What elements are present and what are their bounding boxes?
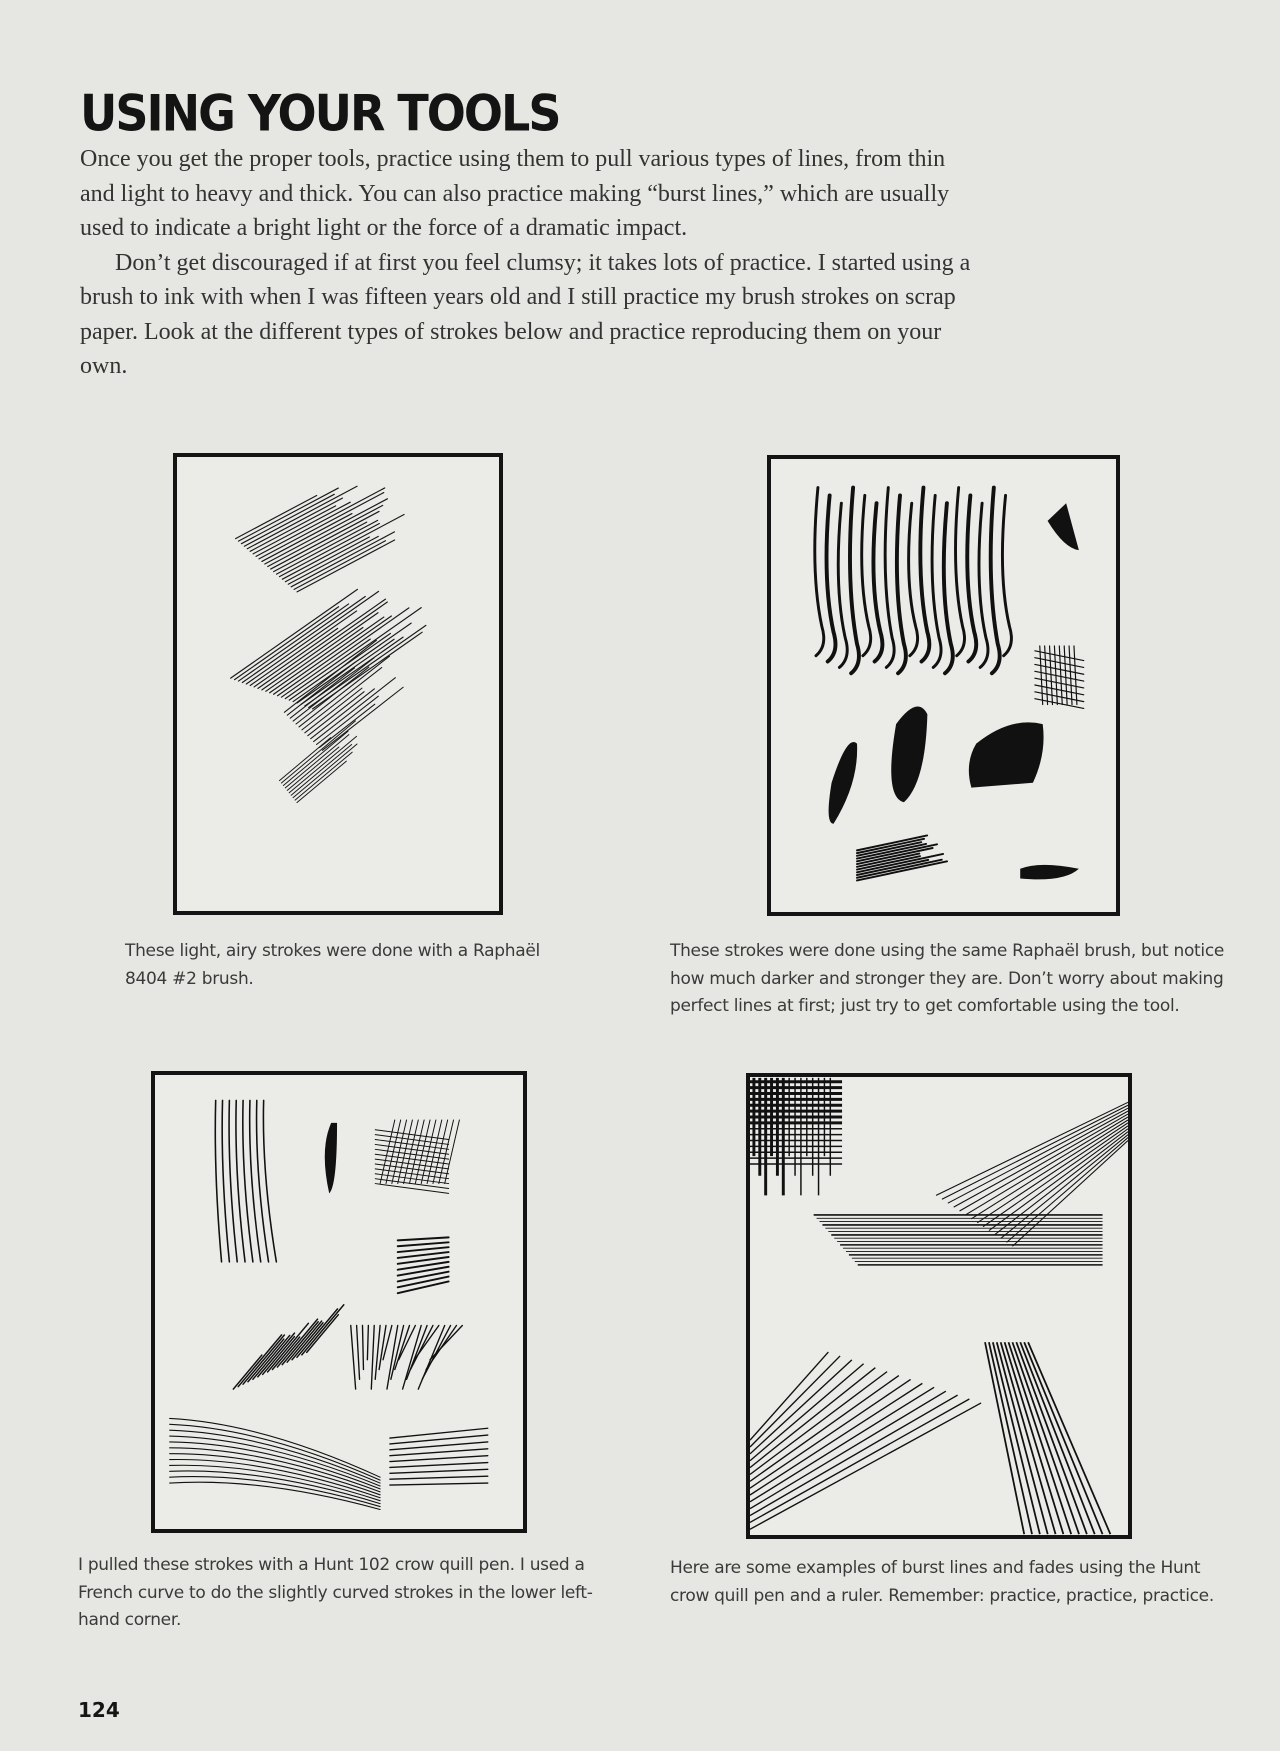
stroke-panel-burst-lines	[746, 1073, 1132, 1539]
page-number: 124	[78, 1698, 120, 1722]
stroke-panel-crow-quill	[151, 1071, 527, 1533]
light-brush-strokes-illustration	[177, 457, 499, 911]
caption-light-brush: These light, airy strokes were done with a Raphaël 8404 #2 brush.	[125, 941, 540, 989]
crow-quill-strokes-illustration	[155, 1075, 523, 1529]
caption-dark-brush: These strokes were done using the same Raphaël brush, but notice how much darker and stronger they are. Don’t worry about making perfect lines at first; just try to get comfortable using the tool.	[670, 941, 1225, 1016]
burst-lines-illustration	[750, 1077, 1128, 1535]
dark-brush-strokes-illustration	[771, 459, 1116, 912]
intro-paragraph-2: Don’t get discouraged if at first you feel clumsy; it takes lots of practice. I started using a brush to ink with when I was fifteen years old and I still practice my brush strokes on scrap paper. Look at the different types of strokes below and practice reproducing them on your own.	[80, 249, 971, 379]
intro-paragraph-1: Once you get the proper tools, practice using them to pull various types of lines, from thin and light to heavy and thick. You can also practice making “burst lines,” which are usually used to indicate a bright light or the force of a dramatic impact.	[80, 146, 950, 241]
page-title: USING YOUR TOOLS	[80, 84, 560, 143]
stroke-panel-dark-brush	[767, 455, 1120, 916]
intro-text	[80, 142, 980, 384]
stroke-panel-light-brush	[173, 453, 503, 915]
caption-burst-lines: Here are some examples of burst lines and fades using the Hunt crow quill pen and a ruler. Remember: practice, practice, practice.	[670, 1558, 1214, 1606]
caption-crow-quill: I pulled these strokes with a Hunt 102 crow quill pen. I used a French curve to do the slightly curved strokes in the lower left-hand corner.	[78, 1555, 593, 1630]
